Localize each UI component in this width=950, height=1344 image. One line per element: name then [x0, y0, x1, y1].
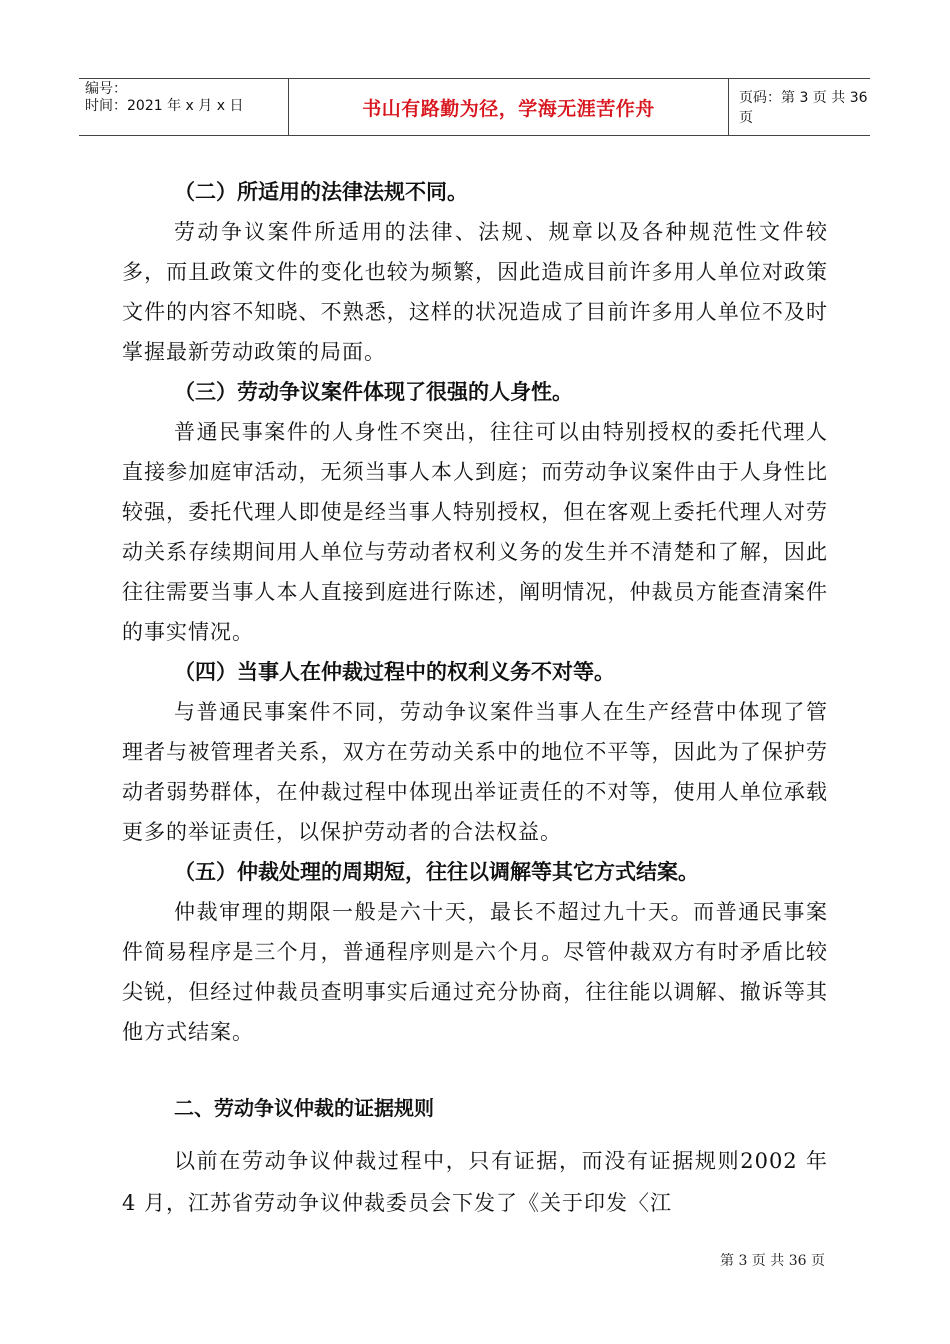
section-heading: （五）仲裁处理的周期短，往往以调解等其它方式结案。 — [174, 859, 699, 884]
body-paragraph: 仲裁审理的期限一般是六十天，最长不超过九十天。而普通民事案件简易程序是三个月，普通程序则是六个月。尽管仲裁双方有时矛盾比较尖锐，但经过仲裁员查明事实后通过充分协商，往往能以调解、撤诉等其他方式结案。 — [122, 900, 828, 1044]
header-time: 时间：2021 年 x 月 x 日 — [85, 98, 244, 114]
section-heading: （二）所适用的法律法规不同。 — [174, 179, 468, 204]
header-meta — [79, 79, 289, 135]
section-heading: （三）劳动争议案件体现了很强的人身性。 — [174, 379, 573, 404]
document-body — [122, 172, 828, 1224]
chapter-title: 二、劳动争议仲裁的证据规则 — [174, 1096, 434, 1120]
section-heading: （四）当事人在仲裁过程中的权利义务不对等。 — [174, 659, 615, 684]
body-paragraph: 与普通民事案件不同，劳动争议案件当事人在生产经营中体现了管理者与被管理者关系，双方在劳动关系中的地位不平等，因此为了保护劳动者弱势群体，在仲裁过程中体现出举证责任的不对等，使用人单位承载更多的举证责任，以保护劳动者的合法权益。 — [122, 700, 828, 844]
header-motto: 书山有路勤为径，学海无涯苦作舟 — [289, 79, 729, 135]
header-page-number: 页码：第 3 页 共 36 页 — [739, 90, 868, 126]
body-paragraph: 普通民事案件的人身性不突出，往往可以由特别授权的委托代理人直接参加庭审活动，无须当事人本人到庭；而劳动争议案件由于人身性比较强，委托代理人即使是经当事人特别授权，但在客观上委托代理人对劳动关系存续期间用人单位与劳动者权利义务的发生并不清楚和了解，因此往往需要当事人本人直接到庭进行陈述，阐明情况，仲裁员方能查清案件的事实情况。 — [122, 420, 828, 644]
page-header — [79, 78, 870, 136]
header-number: 编号： — [85, 81, 127, 97]
body-paragraph: 劳动争议案件所适用的法律、法规、规章以及各种规范性文件较多，而且政策文件的变化也较为频繁，因此造成目前许多用人单位对政策文件的内容不知晓、不熟悉，这样的状况造成了目前许多用人单位不及时掌握最新劳动政策的局面。 — [122, 220, 828, 364]
body-paragraph: 以前在劳动争议仲裁过程中，只有证据，而没有证据规则2002 年 4 月，江苏省劳动争议仲裁委员会下发了《关于印发〈江 — [122, 1149, 828, 1215]
page-footer: 第 3 页 共 36 页 — [720, 1253, 825, 1269]
